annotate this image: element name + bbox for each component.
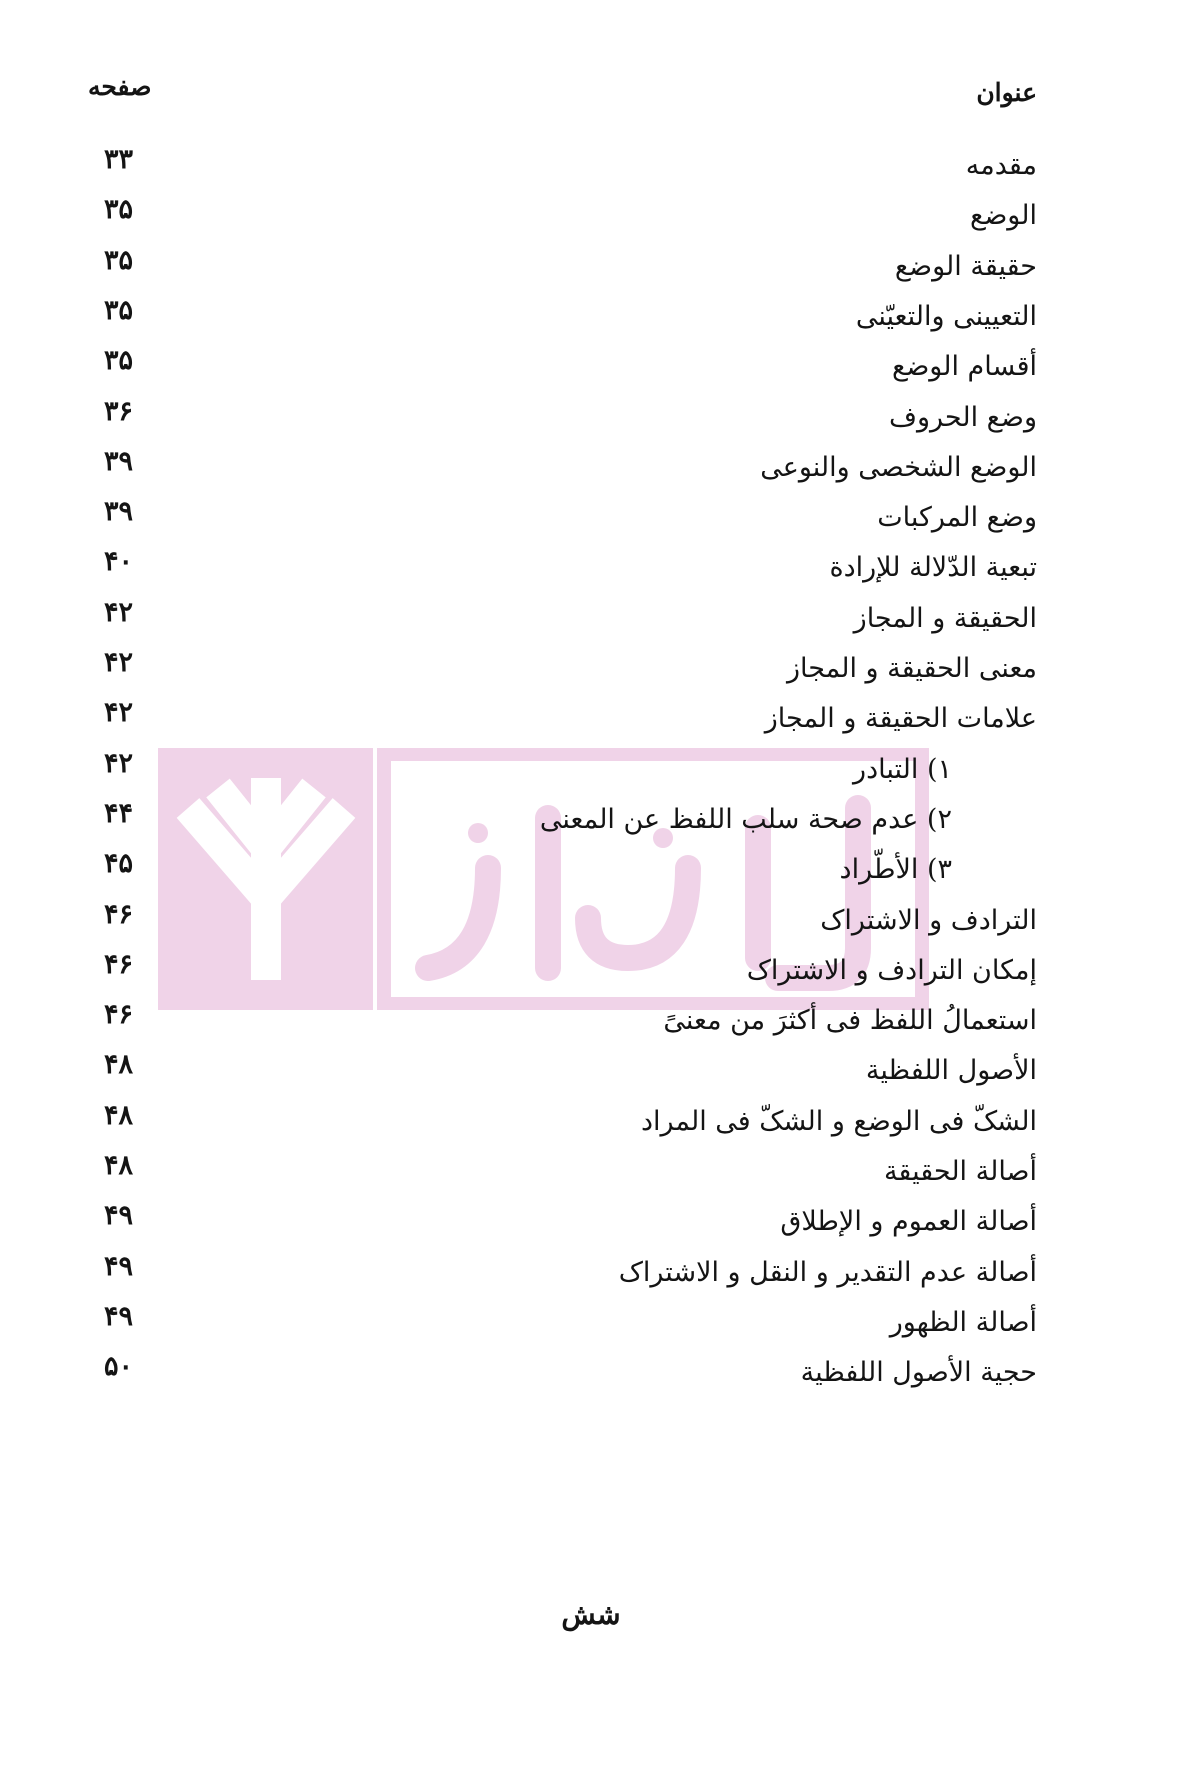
column-heading-page: صفحه bbox=[88, 72, 152, 101]
toc-entry bbox=[0, 596, 1182, 643]
toc-entry bbox=[0, 747, 1182, 794]
toc-entry-page-number: ۴۲ bbox=[104, 697, 134, 729]
toc-entry-page-number: ۴۵ bbox=[104, 848, 134, 880]
toc-entry bbox=[0, 1150, 1182, 1196]
toc-entry-title: استعمالُ اللفظ فى أكثرَ من معنىً bbox=[663, 1005, 1037, 1037]
toc-entry-title: الوضع bbox=[970, 200, 1037, 232]
toc-entry-title: ١) التبادر bbox=[853, 753, 952, 785]
toc-entry-page-number: ۳۵ bbox=[104, 345, 134, 377]
toc-entry-page-number: ۴۲ bbox=[104, 647, 134, 678]
toc-entry-title: وضع الحروف bbox=[889, 401, 1037, 433]
toc-entry-page-number: ۴۸ bbox=[104, 1049, 134, 1081]
toc-entry-title: معنى الحقيقة و المجاز bbox=[786, 653, 1037, 684]
page-number-footer: شش bbox=[561, 1598, 621, 1631]
toc-entry-title: إمكان الترادف و الاشتراک bbox=[746, 954, 1037, 986]
toc-entry bbox=[0, 797, 1182, 844]
toc-entry-title: أصالة الظهور bbox=[889, 1306, 1037, 1338]
toc-entry bbox=[0, 496, 1182, 542]
column-heading-title: عنوان bbox=[976, 78, 1037, 107]
toc-entry-page-number: ۴۲ bbox=[104, 596, 134, 628]
toc-entry bbox=[0, 1351, 1182, 1397]
toc-entry-title: الأصول اللفظية bbox=[865, 1055, 1037, 1087]
toc-entry-page-number: ۵۰ bbox=[104, 1351, 134, 1383]
toc-entry bbox=[0, 445, 1182, 492]
toc-entry-title: أصالة العموم و الإطلاق bbox=[780, 1206, 1037, 1238]
toc-entry bbox=[0, 1300, 1182, 1347]
toc-entry-title: التعيينى والتعيّنى bbox=[855, 300, 1037, 332]
toc-entry-page-number: ۴۰ bbox=[104, 546, 134, 578]
toc-entry-page-number: ۴۹ bbox=[104, 1300, 134, 1332]
toc-entry-page-number: ۴۶ bbox=[104, 999, 134, 1031]
toc-entry-title: الترادف و الاشتراک bbox=[820, 904, 1037, 936]
toc-entry bbox=[0, 395, 1182, 442]
toc-entry-page-number: ۳۵ bbox=[104, 244, 134, 276]
toc-entry-page-number: ۴۹ bbox=[104, 1200, 134, 1232]
toc-entry bbox=[0, 1200, 1182, 1246]
toc-entry bbox=[0, 144, 1182, 190]
toc-entry bbox=[0, 848, 1182, 894]
toc-entry bbox=[0, 647, 1182, 693]
toc-entry-title: مقدمه bbox=[965, 150, 1037, 181]
toc-entry bbox=[0, 546, 1182, 592]
toc-entry-page-number: ۴۴ bbox=[104, 797, 134, 829]
toc-entry-page-number: ۳۹ bbox=[104, 445, 134, 477]
toc-entry bbox=[0, 948, 1182, 995]
toc-entry-title: ٣) الأطّراد bbox=[839, 854, 952, 886]
toc-entry bbox=[0, 345, 1182, 391]
toc-entry bbox=[0, 697, 1182, 743]
toc-entry-title: ٢) عدم صحة سلب اللفظ عن المعنى bbox=[539, 803, 952, 835]
toc-entry bbox=[0, 999, 1182, 1045]
toc-entry-page-number: ۴۹ bbox=[104, 1250, 134, 1282]
toc-entry-page-number: ۳۵ bbox=[104, 294, 134, 326]
toc-entry-page-number: ۳۵ bbox=[104, 194, 134, 226]
toc-entry bbox=[0, 1250, 1182, 1297]
toc-entry bbox=[0, 194, 1182, 240]
toc-entry-title: وضع المركبات bbox=[877, 502, 1037, 534]
toc-entry-title: حقيقة الوضع bbox=[894, 250, 1037, 282]
toc-entry-page-number: ۳۹ bbox=[104, 496, 134, 528]
toc-entry-page-number: ۴۲ bbox=[104, 747, 134, 779]
toc-entry-title: الوضع الشخصى والنوعى bbox=[760, 451, 1037, 483]
toc-entry-page-number: ۴۶ bbox=[104, 948, 134, 980]
toc-entry-title: أصالة عدم التقدير و النقل و الاشتراک bbox=[618, 1256, 1037, 1288]
toc-entry-title: حجية الأصول اللفظية bbox=[800, 1357, 1037, 1389]
toc-entry bbox=[0, 898, 1182, 945]
toc-entry bbox=[0, 1099, 1182, 1146]
toc-entry bbox=[0, 294, 1182, 341]
toc-entry-title: أصالة الحقيقة bbox=[883, 1156, 1037, 1187]
toc-entry-page-number: ۴۸ bbox=[104, 1099, 134, 1131]
toc-entry-page-number: ۴۸ bbox=[104, 1150, 134, 1181]
toc-entry-title: تبعية الدّلالة للإرادة bbox=[829, 552, 1037, 584]
toc-entry-title: الحقيقة و المجاز bbox=[853, 602, 1037, 634]
toc-entry bbox=[0, 1049, 1182, 1095]
toc-entry-title: الشکّ فى الوضع و الشکّ فى المراد bbox=[640, 1105, 1037, 1137]
toc-entry-title: أقسام الوضع bbox=[892, 351, 1037, 383]
toc-entry-page-number: ۴۶ bbox=[104, 898, 134, 930]
toc-entry bbox=[0, 244, 1182, 291]
toc-entry-page-number: ۳۳ bbox=[104, 144, 134, 175]
toc-entry-title: علامات الحقيقة و المجاز bbox=[764, 703, 1037, 735]
toc-entry-page-number: ۳۶ bbox=[104, 395, 134, 427]
